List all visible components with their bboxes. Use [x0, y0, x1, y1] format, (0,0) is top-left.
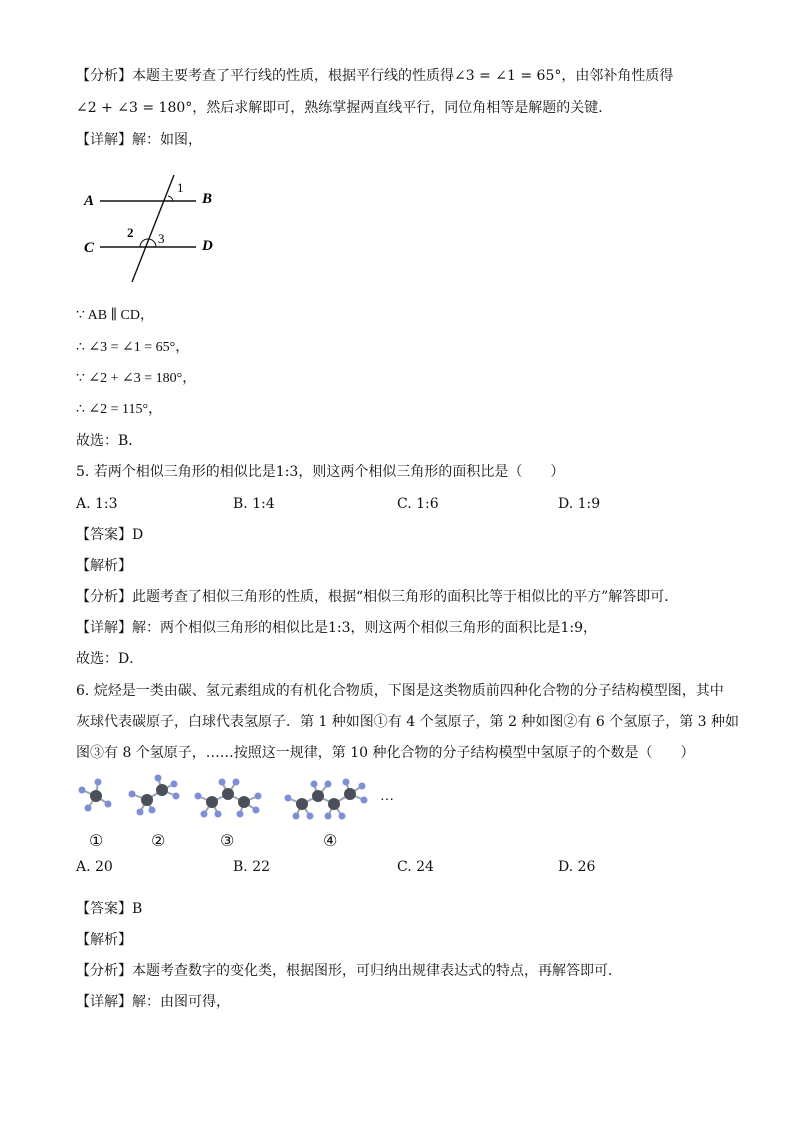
q6-line2: 灰球代表碳原子，白球代表氢原子．第 1 种如图①有 4 个氢原子，第 2 种如图②有 6 个氢原子，第 3 种如 — [76, 714, 740, 730]
q4-detail: 【详解】解：如图， — [76, 132, 202, 148]
q5-jiexi: 【解析】 — [76, 558, 132, 574]
parallel-lines-figure — [78, 170, 228, 290]
molecule-models-figure — [70, 770, 410, 830]
q6-detail: 【详解】解：由图可得， — [76, 994, 230, 1010]
q4-step3: ∵ ∠2 + ∠3 = 180°， — [76, 371, 197, 386]
q5-detail: 【详解】解：两个相似三角形的相似比是1:3，则这两个相似三角形的面积比是1:9， — [76, 620, 598, 636]
molecule-label-1: ① — [89, 831, 104, 850]
q5-option-b: B. 1:4 — [233, 496, 275, 512]
q4-step1: ∵ AB ∥ CD， — [76, 308, 154, 323]
q5-choice: 故选：D． — [76, 651, 144, 667]
angle-3-label: 3 — [158, 231, 165, 246]
q6-option-c: C. 24 — [397, 859, 434, 875]
q4-choice: 故选：B． — [76, 433, 143, 449]
label-A: A — [84, 193, 95, 209]
q6-option-b: B. 22 — [233, 859, 271, 875]
q6-line3: 图③有 8 个氢原子，……按照这一规律，第 10 种化合物的分子结构模型中氢原子的个数是（ ） — [76, 745, 695, 761]
molecule-label-4: ④ — [323, 831, 338, 850]
q5-option-d: D. 1:9 — [558, 496, 601, 512]
q5-option-c: C. 1:6 — [397, 496, 439, 512]
angle-1-label: 1 — [177, 180, 184, 195]
molecule-label-3: ③ — [220, 831, 235, 850]
label-B: B — [202, 191, 213, 207]
q6-option-d: D. 26 — [558, 859, 596, 875]
q5-answer: 【答案】D — [76, 527, 144, 543]
q4-step4: ∴ ∠2 = 115°， — [76, 402, 163, 417]
angle-2-label: 2 — [127, 225, 134, 240]
q4-step2: ∴ ∠3 = ∠1 = 65°， — [76, 340, 190, 355]
q4-analysis-line2: ∠2 + ∠3 = 180°，然后求解即可，熟练掌握两直线平行，同位角相等是解题的关键． — [76, 100, 613, 116]
molecule-label-2: ② — [151, 831, 166, 850]
q6-line1: 6. 烷烃是一类由碳、氢元素组成的有机化合物质，下图是这类物质前四种化合物的分子结构模型图，其中 — [76, 683, 724, 699]
q6-analysis: 【分析】本题考查数字的变化类，根据图形，可归纳出规律表达式的特点，再解答即可． — [76, 963, 622, 979]
q4-analysis-line1: 【分析】本题主要考查了平行线的性质，根据平行线的性质得∠3 = ∠1 = 65°，由邻补角性质得 — [76, 68, 674, 84]
molecule-ellipsis: … — [380, 789, 394, 804]
q6-answer: 【答案】B — [76, 901, 143, 917]
q6-jiexi: 【解析】 — [76, 932, 132, 948]
label-D: D — [202, 238, 213, 254]
q5-question: 5. 若两个相似三角形的相似比是1:3，则这两个相似三角形的面积比是（ ） — [76, 464, 565, 480]
q6-option-a: A. 20 — [76, 859, 113, 875]
q5-analysis: 【分析】此题考查了相似三角形的性质，根据“相似三角形的面积比等于相似比的平方”解答即可． — [76, 589, 679, 605]
q5-option-a: A. 1:3 — [76, 496, 118, 512]
label-C: C — [84, 240, 95, 256]
